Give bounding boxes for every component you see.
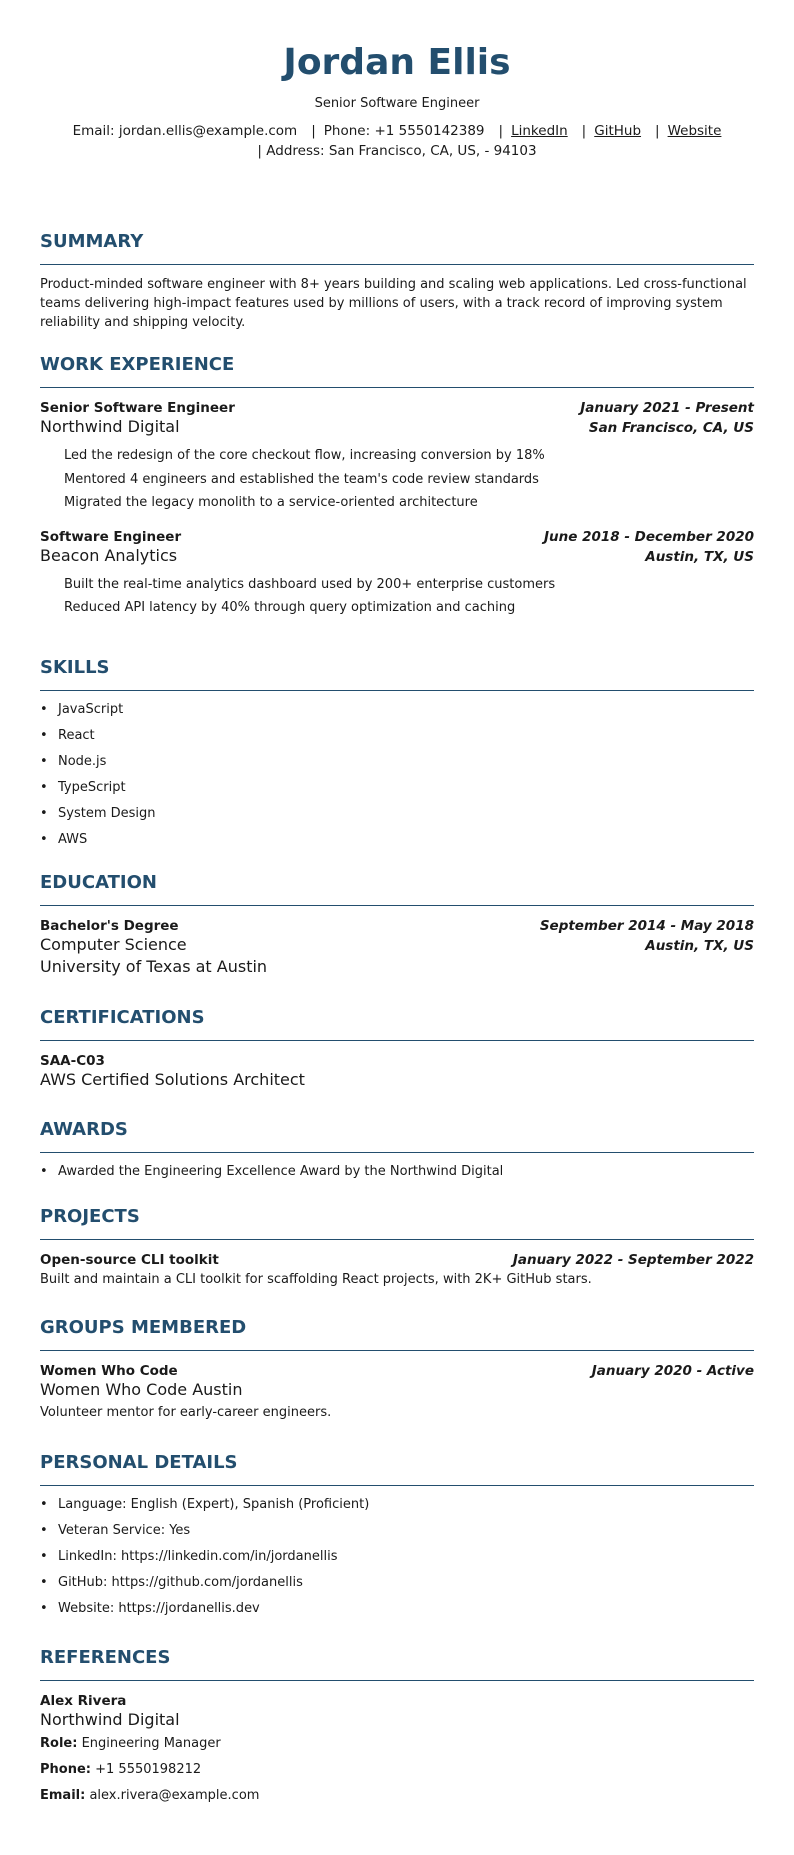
job-company: Beacon Analytics xyxy=(40,545,178,565)
list-item: Led the redesign of the core checkout flow, increasing conversion by 18% xyxy=(64,448,545,463)
linkedin-link[interactable]: LinkedIn xyxy=(511,123,568,139)
list-item: • React xyxy=(40,723,754,749)
list-item: • Website: https://jordanellis.dev xyxy=(40,1596,754,1622)
list-item: • Veteran Service: Yes xyxy=(40,1518,754,1544)
separator: | xyxy=(311,123,316,139)
job-position: Software Engineer xyxy=(40,528,182,545)
list-item: • TypeScript xyxy=(40,775,754,801)
reference-company: Northwind Digital xyxy=(40,1710,180,1729)
contact-phone: Phone: +1 5550142389 xyxy=(323,123,485,139)
project-description: Built and maintain a CLI toolkit for scaffolding React projects, with 2K+ GitHub stars. xyxy=(40,1272,592,1287)
school-name: University of Texas at Austin xyxy=(40,957,268,976)
certification-entry xyxy=(40,1053,754,1091)
field-label: Email: xyxy=(40,1788,86,1803)
reference-name: Alex Rivera xyxy=(40,1693,127,1709)
education-section xyxy=(40,871,754,978)
candidate-role: Senior Software Engineer xyxy=(314,96,480,111)
field-label: Role: xyxy=(40,1736,78,1751)
section-divider xyxy=(40,1040,754,1041)
certifications-section xyxy=(40,1006,754,1091)
group-description: Volunteer mentor for early-career engineers. xyxy=(40,1405,332,1420)
contact-address: Address: San Francisco, CA, US, - 94103 xyxy=(266,143,537,159)
section-title: REFERENCES xyxy=(40,1647,171,1668)
awards-section xyxy=(40,1118,754,1185)
degree: Bachelor's Degree xyxy=(40,918,179,934)
job-entry xyxy=(40,529,754,620)
certification-code: SAA-C03 xyxy=(40,1053,105,1069)
projects-section xyxy=(40,1205,754,1289)
job-location: Austin, TX, US xyxy=(645,548,754,565)
section-divider xyxy=(40,264,754,265)
list-item: • Node.js xyxy=(40,749,754,775)
field-of-study: Computer Science xyxy=(40,935,187,954)
section-divider xyxy=(40,1239,754,1240)
field-label: Phone: xyxy=(40,1762,91,1777)
contact-line xyxy=(40,121,754,161)
section-title: CERTIFICATIONS xyxy=(40,1007,205,1028)
group-name: Women Who Code xyxy=(40,1363,178,1379)
list-item: Built the real-time analytics dashboard used by 200+ enterprise customers xyxy=(64,576,556,592)
section-title: SUMMARY xyxy=(40,231,144,252)
group-dates: January 2020 - Active xyxy=(591,1363,754,1379)
certification-name: AWS Certified Solutions Architect xyxy=(40,1070,305,1089)
field-value: +1 5550198212 xyxy=(95,1762,202,1777)
summary-section xyxy=(40,230,754,332)
reference-entry xyxy=(40,1693,754,1809)
personal-details-section xyxy=(40,1451,754,1622)
section-title: AWARDS xyxy=(40,1119,128,1140)
list-item: • System Design xyxy=(40,801,754,827)
skills-list xyxy=(40,697,754,853)
job-location: San Francisco, CA, US xyxy=(588,420,754,436)
candidate-name: Jordan Ellis xyxy=(283,42,511,83)
list-item: Reduced API latency by 40% through query optimization and caching xyxy=(64,600,516,615)
education-dates: September 2014 - May 2018 xyxy=(539,918,754,934)
education-entry xyxy=(40,918,754,978)
project-name: Open-source CLI toolkit xyxy=(40,1252,219,1268)
separator: | xyxy=(257,143,267,159)
job-bullets xyxy=(40,573,754,620)
field-value: alex.rivera@example.com xyxy=(89,1788,260,1803)
personal-details-list xyxy=(40,1492,754,1622)
reference-phone xyxy=(40,1757,754,1783)
work-section xyxy=(40,353,754,620)
separator: | xyxy=(581,123,587,139)
section-title: WORK EXPERIENCE xyxy=(40,354,235,375)
section-divider xyxy=(40,1485,754,1486)
list-item: • GitHub: https://github.com/jordanellis xyxy=(40,1570,754,1596)
section-divider xyxy=(40,1680,754,1681)
list-item: • AWS xyxy=(40,827,754,853)
job-position: Senior Software Engineer xyxy=(40,400,235,416)
reference-email xyxy=(40,1783,754,1809)
job-bullets xyxy=(40,444,754,515)
project-entry xyxy=(40,1252,754,1289)
awards-list xyxy=(40,1159,754,1185)
separator: | xyxy=(655,123,660,139)
group-chapter: Women Who Code Austin xyxy=(40,1380,243,1399)
project-dates: January 2022 - September 2022 xyxy=(512,1252,754,1268)
job-company: Northwind Digital xyxy=(40,417,180,436)
resume-header xyxy=(40,0,754,161)
group-entry xyxy=(40,1363,754,1422)
section-title: SKILLS xyxy=(40,657,110,678)
section-divider xyxy=(40,1350,754,1351)
skills-section xyxy=(40,656,754,853)
section-divider xyxy=(40,690,754,691)
references-section xyxy=(40,1646,754,1809)
reference-role xyxy=(40,1731,754,1757)
section-divider xyxy=(40,1152,754,1153)
list-item: • JavaScript xyxy=(40,697,754,723)
job-dates: January 2021 - Present xyxy=(580,400,754,416)
section-divider xyxy=(40,387,754,388)
section-title: EDUCATION xyxy=(40,872,157,893)
field-value: Engineering Manager xyxy=(81,1736,221,1751)
list-item: Mentored 4 engineers and established the team's code review standards xyxy=(64,471,539,487)
section-divider xyxy=(40,905,754,906)
education-location: Austin, TX, US xyxy=(645,938,754,954)
groups-section xyxy=(40,1316,754,1422)
contact-email: Email: jordan.ellis@example.com xyxy=(72,123,298,139)
section-title: PERSONAL DETAILS xyxy=(40,1452,238,1473)
list-item: • Awarded the Engineering Excellence Award by the Northwind Digital xyxy=(40,1159,754,1185)
section-title: GROUPS MEMBERED xyxy=(40,1317,247,1338)
website-link[interactable]: Website xyxy=(667,123,722,139)
summary-text: Product-minded software engineer with 8+ years building and scaling web applications. Led cross-functional teams delivering high-impact features used by millions of users, with a track record of improving system reliability and shipping velocity. xyxy=(40,277,747,330)
separator: | xyxy=(498,123,504,139)
list-item: Migrated the legacy monolith to a service-oriented architecture xyxy=(64,495,478,510)
job-dates: June 2018 - December 2020 xyxy=(543,528,754,545)
github-link[interactable]: GitHub xyxy=(594,123,642,139)
list-item: • Language: English (Expert), Spanish (Proficient) xyxy=(40,1492,754,1518)
job-entry xyxy=(40,400,754,515)
section-title: PROJECTS xyxy=(40,1206,140,1227)
list-item: • LinkedIn: https://linkedin.com/in/jordanellis xyxy=(40,1544,754,1570)
